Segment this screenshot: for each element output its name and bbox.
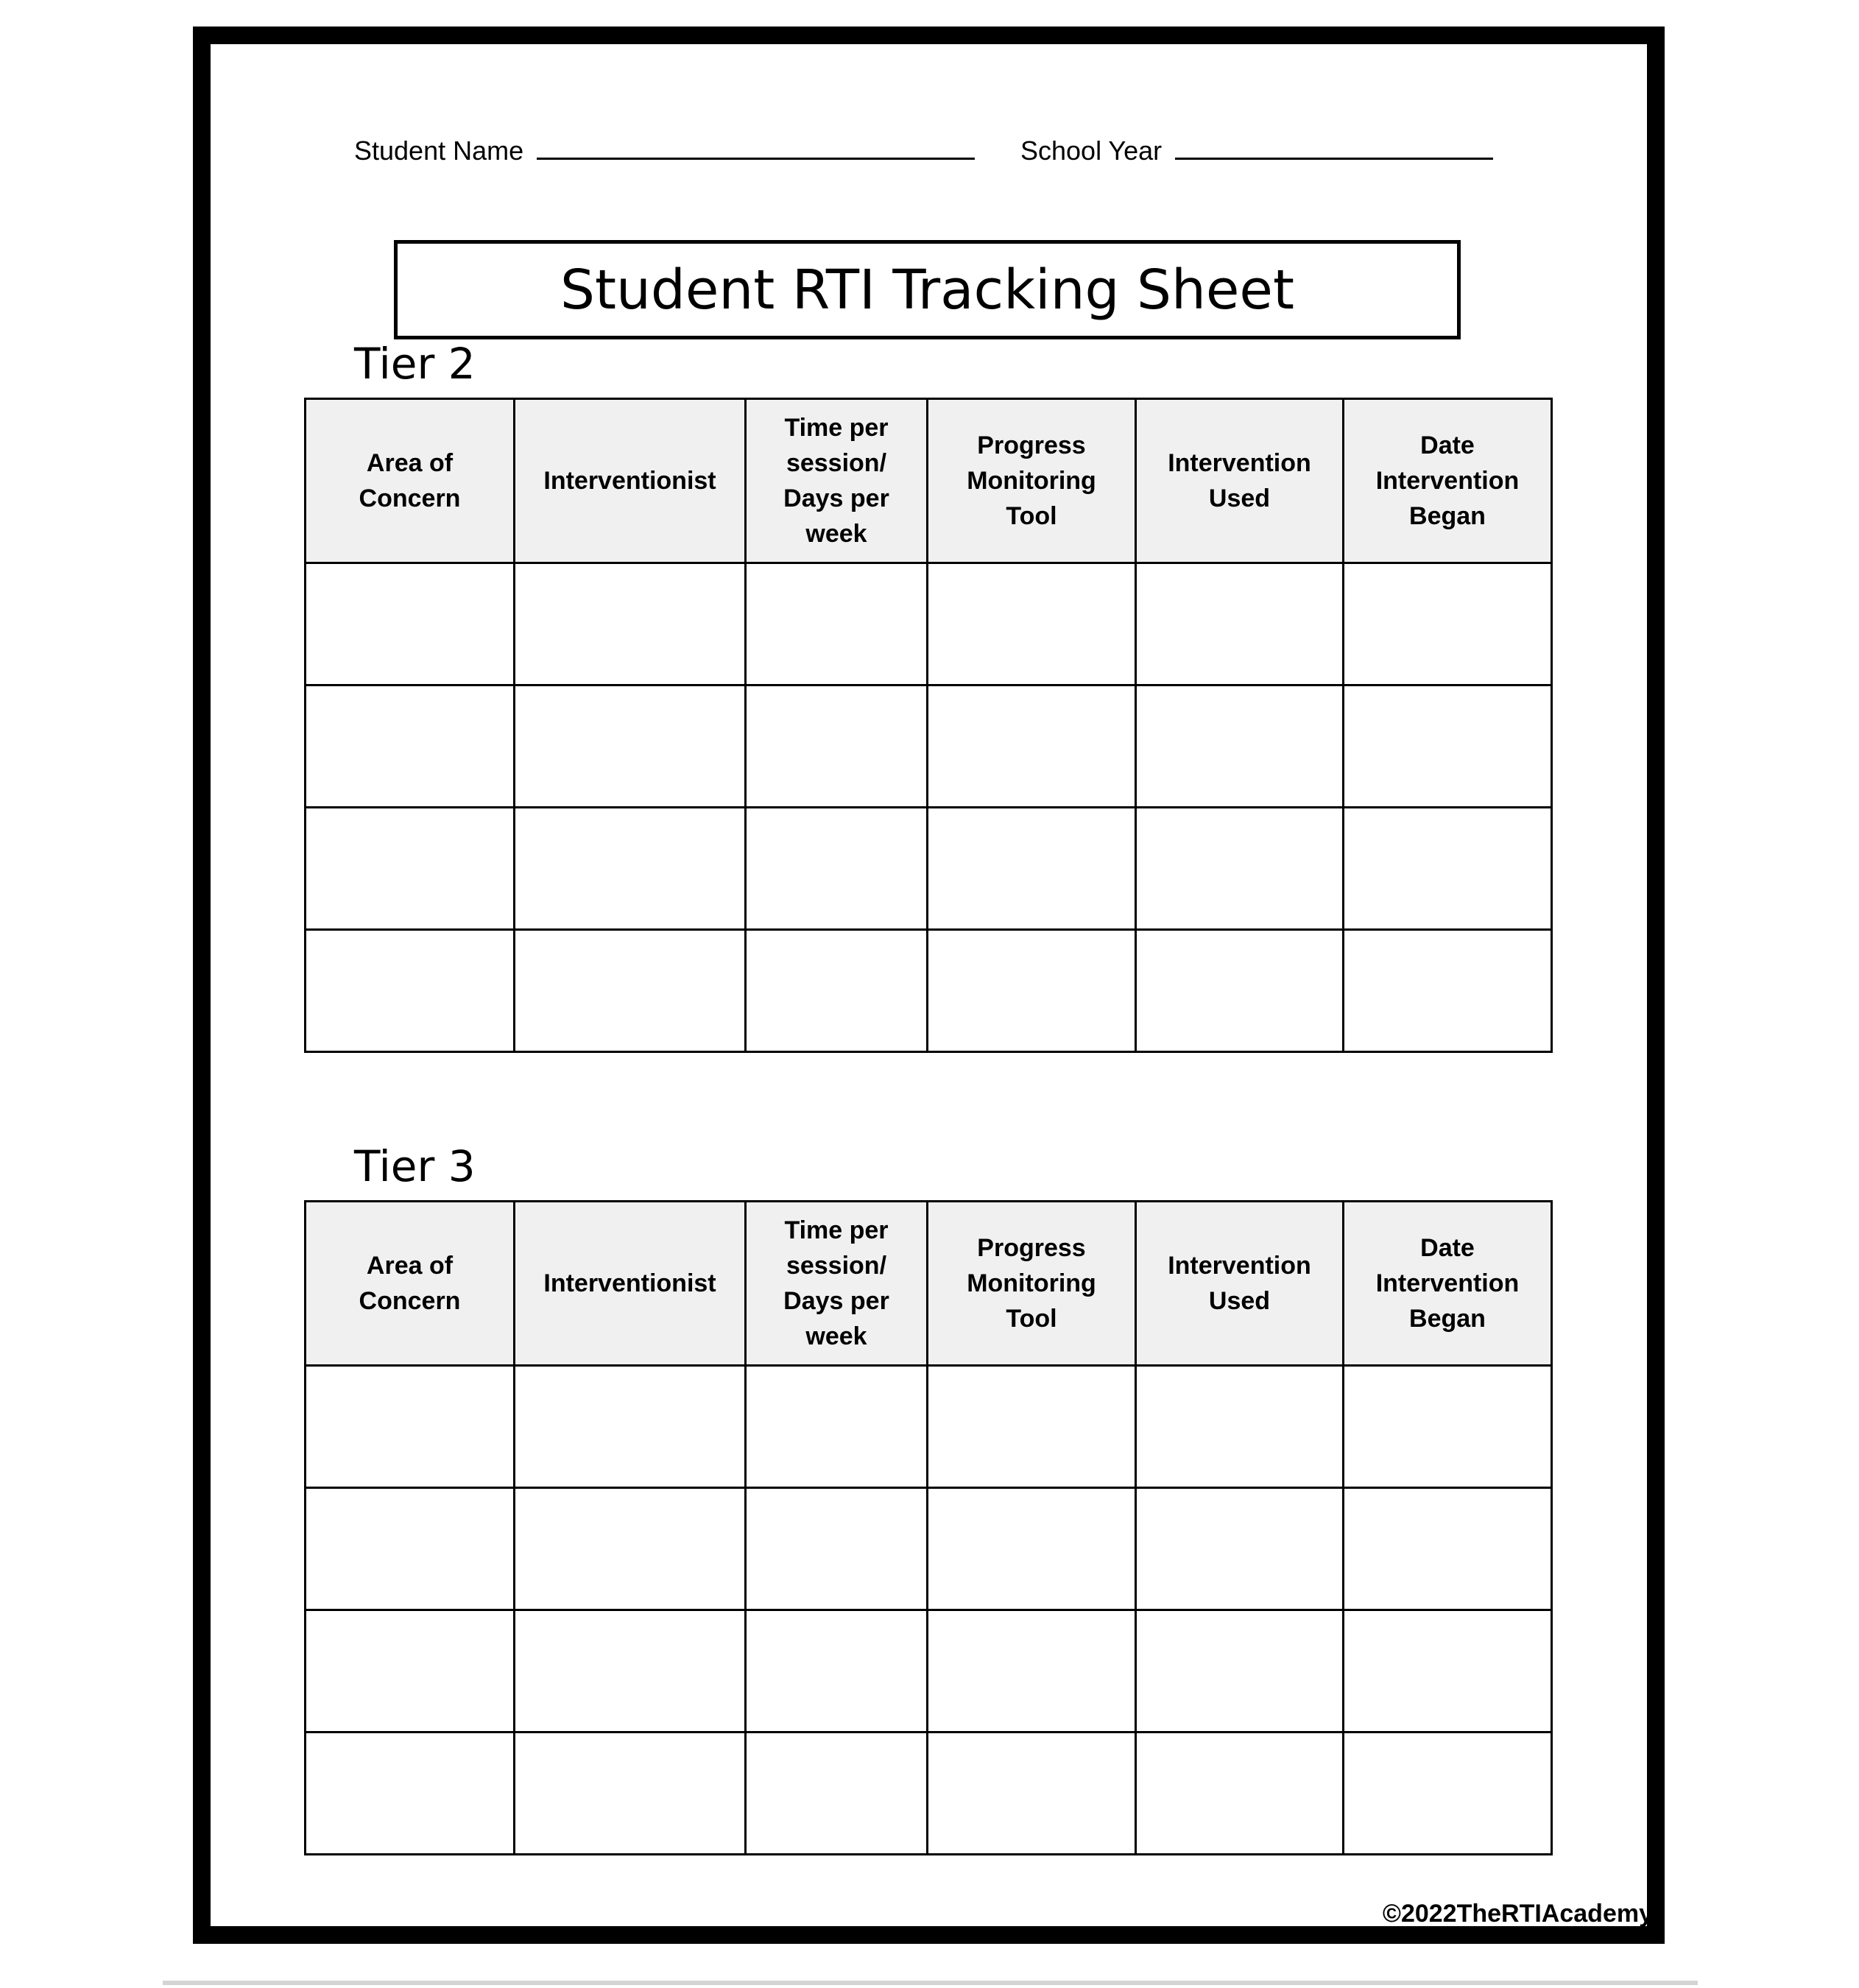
column-header-intervention-used: Intervention Used bbox=[1136, 399, 1344, 563]
table-cell[interactable] bbox=[746, 808, 928, 930]
tier-3-label: Tier 3 bbox=[354, 1141, 476, 1191]
table-cell[interactable] bbox=[1136, 808, 1344, 930]
table-cell[interactable] bbox=[928, 563, 1136, 685]
table-cell[interactable] bbox=[928, 685, 1136, 808]
table-header-row bbox=[306, 1202, 1552, 1366]
table-row bbox=[306, 685, 1552, 808]
table-cell[interactable] bbox=[928, 1366, 1136, 1488]
table-cell[interactable] bbox=[1136, 1366, 1344, 1488]
table-cell[interactable] bbox=[1344, 1733, 1552, 1855]
student-name-blank[interactable] bbox=[537, 131, 975, 160]
table-cell[interactable] bbox=[1344, 930, 1552, 1052]
table-cell[interactable] bbox=[1136, 1733, 1344, 1855]
table-cell[interactable] bbox=[746, 1610, 928, 1733]
table-cell[interactable] bbox=[746, 563, 928, 685]
table-cell[interactable] bbox=[1136, 1610, 1344, 1733]
table-cell[interactable] bbox=[515, 808, 746, 930]
table-cell[interactable] bbox=[1136, 685, 1344, 808]
table-cell[interactable] bbox=[306, 1610, 515, 1733]
table-row bbox=[306, 808, 1552, 930]
table-cell[interactable] bbox=[746, 1366, 928, 1488]
copyright-footer: ©2022TheRTIAcademy bbox=[1382, 1900, 1653, 1928]
table-row bbox=[306, 1610, 1552, 1733]
table-cell[interactable] bbox=[746, 685, 928, 808]
student-name-field bbox=[354, 131, 975, 166]
table-cell[interactable] bbox=[306, 808, 515, 930]
table-cell[interactable] bbox=[928, 930, 1136, 1052]
school-year-label: School Year bbox=[1020, 135, 1163, 166]
table-cell[interactable] bbox=[1344, 563, 1552, 685]
column-header-date-intervention-began: Date Intervention Began bbox=[1344, 1202, 1552, 1366]
table-cell[interactable] bbox=[746, 1488, 928, 1610]
table-row bbox=[306, 930, 1552, 1052]
table-cell[interactable] bbox=[928, 1610, 1136, 1733]
table-cell[interactable] bbox=[746, 1733, 928, 1855]
table-header-row bbox=[306, 399, 1552, 563]
table-row bbox=[306, 563, 1552, 685]
table-cell[interactable] bbox=[306, 1488, 515, 1610]
column-header-date-intervention-began: Date Intervention Began bbox=[1344, 399, 1552, 563]
table-cell[interactable] bbox=[746, 930, 928, 1052]
table-cell[interactable] bbox=[1344, 808, 1552, 930]
column-header-progress-monitoring-tool: Progress Monitoring Tool bbox=[928, 399, 1136, 563]
table-cell[interactable] bbox=[515, 930, 746, 1052]
table-row bbox=[306, 1366, 1552, 1488]
table-cell[interactable] bbox=[928, 808, 1136, 930]
table-cell[interactable] bbox=[515, 1733, 746, 1855]
column-header-time-per-session: Time per session/ Days per week bbox=[746, 399, 928, 563]
school-year-field bbox=[1020, 131, 1493, 166]
column-header-time-per-session: Time per session/ Days per week bbox=[746, 1202, 928, 1366]
table-cell[interactable] bbox=[515, 685, 746, 808]
column-header-interventionist: Interventionist bbox=[515, 399, 746, 563]
table-cell[interactable] bbox=[1344, 685, 1552, 808]
table-cell[interactable] bbox=[1136, 1488, 1344, 1610]
table-cell[interactable] bbox=[306, 930, 515, 1052]
table-cell[interactable] bbox=[928, 1733, 1136, 1855]
table-cell[interactable] bbox=[515, 1488, 746, 1610]
sheet-title-text: Student RTI Tracking Sheet bbox=[560, 258, 1294, 322]
table-cell[interactable] bbox=[515, 1610, 746, 1733]
tier-2-label: Tier 2 bbox=[354, 339, 476, 389]
table-cell[interactable] bbox=[515, 563, 746, 685]
student-name-label: Student Name bbox=[354, 135, 524, 166]
table-cell[interactable] bbox=[306, 563, 515, 685]
table-cell[interactable] bbox=[1344, 1366, 1552, 1488]
school-year-blank[interactable] bbox=[1175, 131, 1493, 160]
table-cell[interactable] bbox=[928, 1488, 1136, 1610]
tier-3-table bbox=[304, 1200, 1553, 1855]
table-cell[interactable] bbox=[515, 1366, 746, 1488]
column-header-intervention-used: Intervention Used bbox=[1136, 1202, 1344, 1366]
page-bottom-divider bbox=[163, 1981, 1698, 1985]
table-cell[interactable] bbox=[1136, 930, 1344, 1052]
tier-2-table bbox=[304, 398, 1553, 1053]
table-cell[interactable] bbox=[1136, 563, 1344, 685]
table-cell[interactable] bbox=[1344, 1610, 1552, 1733]
column-header-area-of-concern: Area of Concern bbox=[306, 1202, 515, 1366]
sheet-title bbox=[394, 240, 1461, 339]
column-header-progress-monitoring-tool: Progress Monitoring Tool bbox=[928, 1202, 1136, 1366]
table-cell[interactable] bbox=[306, 1366, 515, 1488]
column-header-area-of-concern: Area of Concern bbox=[306, 399, 515, 563]
column-header-interventionist: Interventionist bbox=[515, 1202, 746, 1366]
table-cell[interactable] bbox=[1344, 1488, 1552, 1610]
table-row bbox=[306, 1733, 1552, 1855]
table-row bbox=[306, 1488, 1552, 1610]
table-cell[interactable] bbox=[306, 1733, 515, 1855]
table-cell[interactable] bbox=[306, 685, 515, 808]
